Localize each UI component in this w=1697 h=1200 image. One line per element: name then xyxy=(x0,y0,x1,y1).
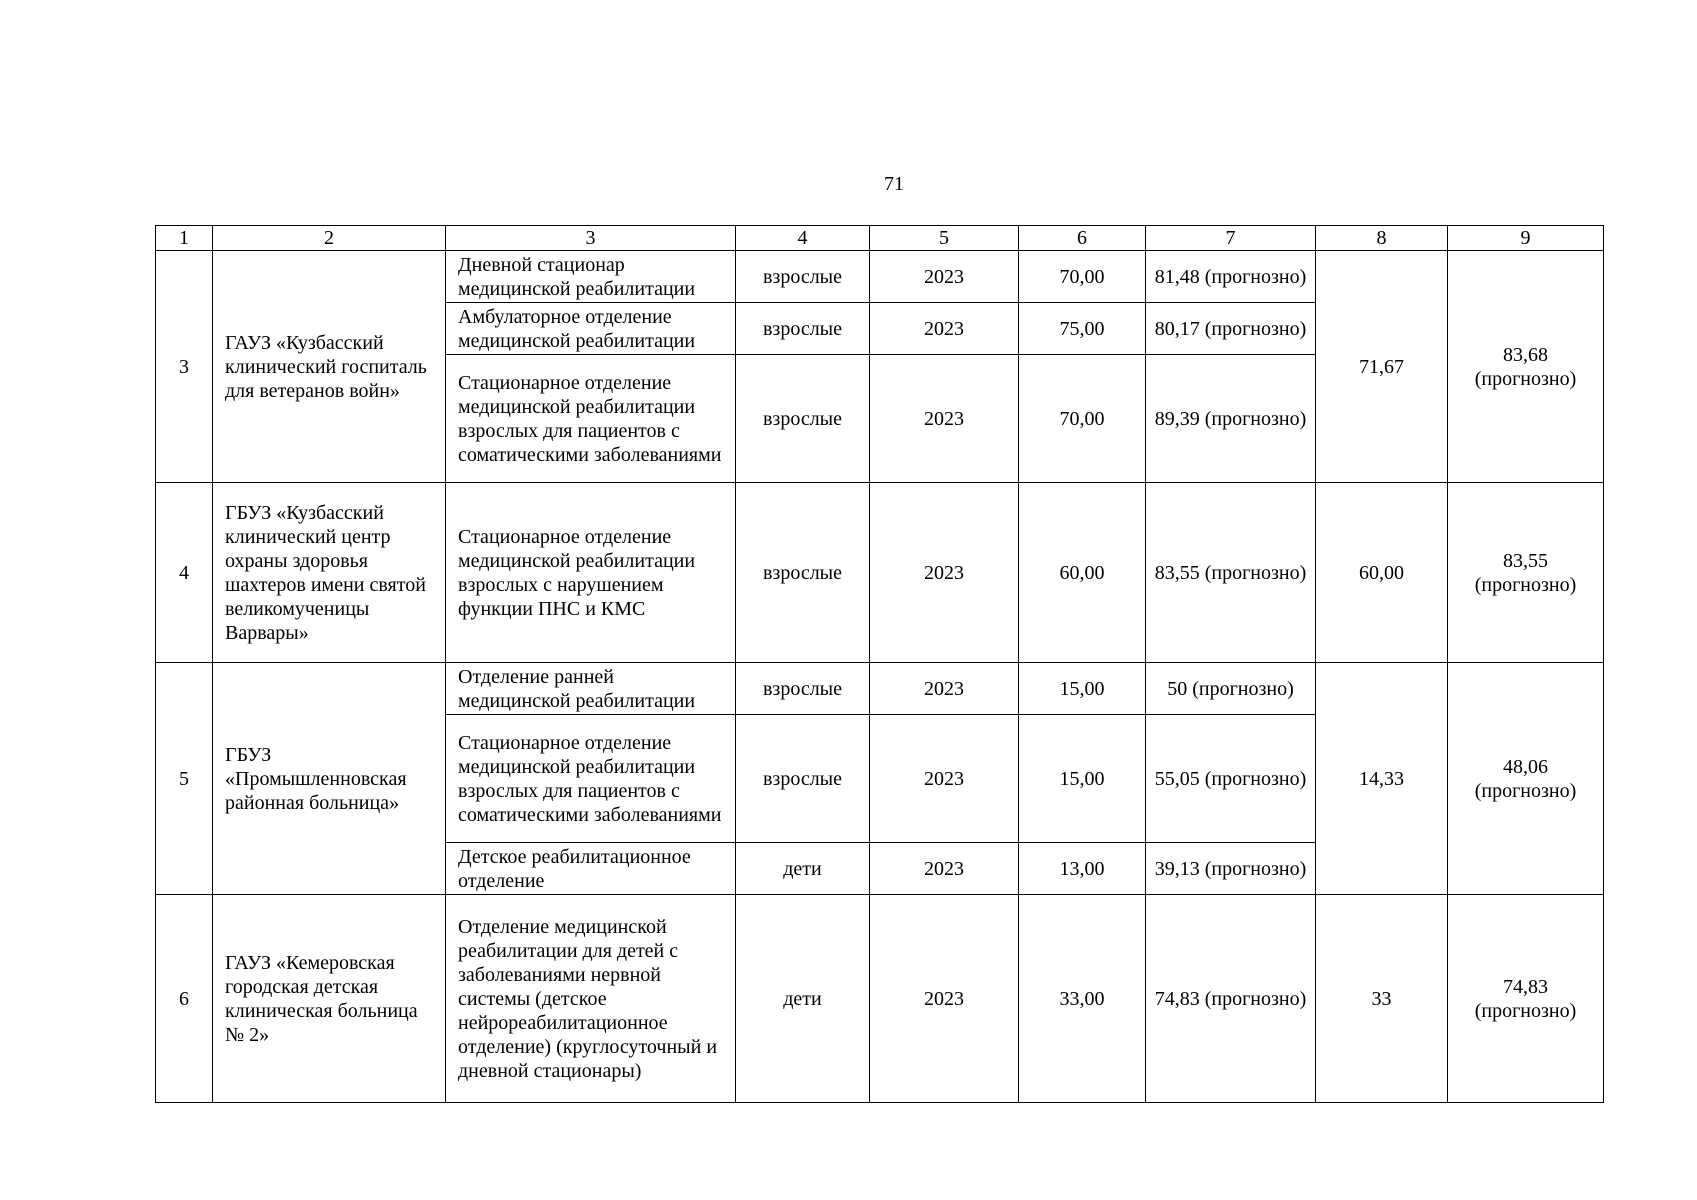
header-cell: 8 xyxy=(1316,226,1448,251)
category-cell: дети xyxy=(736,895,870,1103)
value6-cell: 70,00 xyxy=(1019,251,1146,303)
header-cell: 2 xyxy=(213,226,446,251)
category-cell: взрослые xyxy=(736,355,870,483)
year-cell: 2023 xyxy=(870,843,1019,895)
value6-cell: 13,00 xyxy=(1019,843,1146,895)
unit-name-cell: Стационарное отделение медицинской реабилитации взрослых для пациентов с соматическими заболеваниями xyxy=(446,355,736,483)
unit-name-cell: Отделение ранней медицинской реабилитации xyxy=(446,663,736,715)
header-cell: 1 xyxy=(156,226,213,251)
value9-cell: 83,55 (прогнозно) xyxy=(1448,483,1604,663)
category-cell: взрослые xyxy=(736,251,870,303)
value6-cell: 70,00 xyxy=(1019,355,1146,483)
page-number: 71 xyxy=(884,173,904,195)
category-cell: взрослые xyxy=(736,715,870,843)
year-cell: 2023 xyxy=(870,483,1019,663)
value8-cell: 71,67 xyxy=(1316,251,1448,483)
category-cell: взрослые xyxy=(736,303,870,355)
unit-name-cell: Стационарное отделение медицинской реабилитации взрослых для пациентов с соматическими заболеваниями xyxy=(446,715,736,843)
value6-cell: 15,00 xyxy=(1019,663,1146,715)
value7-cell: 55,05 (прогнозно) xyxy=(1146,715,1316,843)
organization-cell: ГАУЗ «Кузбасский клинический госпиталь для ветеранов войн» xyxy=(213,251,446,483)
unit-name-cell: Отделение медицинской реабилитации для детей с заболеваниями нервной системы (детское нейрореабилитационное отделение) (круглосуточный и дневной стационары) xyxy=(446,895,736,1103)
value9-cell: 48,06 (прогнозно) xyxy=(1448,663,1604,895)
data-table xyxy=(155,225,1604,1103)
unit-name-cell: Детское реабилитационное отделение xyxy=(446,843,736,895)
value8-cell: 14,33 xyxy=(1316,663,1448,895)
header-cell: 6 xyxy=(1019,226,1146,251)
table-row xyxy=(156,663,1604,715)
header-cell: 5 xyxy=(870,226,1019,251)
table-row xyxy=(156,483,1604,663)
value8-cell: 60,00 xyxy=(1316,483,1448,663)
header-cell: 7 xyxy=(1146,226,1316,251)
category-cell: взрослые xyxy=(736,483,870,663)
category-cell: дети xyxy=(736,843,870,895)
value6-cell: 15,00 xyxy=(1019,715,1146,843)
value7-cell: 80,17 (прогнозно) xyxy=(1146,303,1316,355)
header-cell: 4 xyxy=(736,226,870,251)
value7-cell: 50 (прогнозно) xyxy=(1146,663,1316,715)
year-cell: 2023 xyxy=(870,715,1019,843)
table-row xyxy=(156,251,1604,303)
unit-name-cell: Дневной стационар медицинской реабилитации xyxy=(446,251,736,303)
year-cell: 2023 xyxy=(870,663,1019,715)
value7-cell: 74,83 (прогнозно) xyxy=(1146,895,1316,1103)
organization-cell: ГБУЗ «Промышленновская районная больница» xyxy=(213,663,446,895)
value7-cell: 81,48 (прогнозно) xyxy=(1146,251,1316,303)
row-number-cell: 6 xyxy=(156,895,213,1103)
value7-cell: 89,39 (прогнозно) xyxy=(1146,355,1316,483)
header-cell: 3 xyxy=(446,226,736,251)
value6-cell: 60,00 xyxy=(1019,483,1146,663)
value6-cell: 33,00 xyxy=(1019,895,1146,1103)
organization-cell: ГАУЗ «Кемеровская городская детская клиническая больница № 2» xyxy=(213,895,446,1103)
year-cell: 2023 xyxy=(870,355,1019,483)
organization-cell: ГБУЗ «Кузбасский клинический центр охраны здоровья шахтеров имени святой великомученицы Варвары» xyxy=(213,483,446,663)
header-cell: 9 xyxy=(1448,226,1604,251)
value7-cell: 39,13 (прогнозно) xyxy=(1146,843,1316,895)
row-number-cell: 4 xyxy=(156,483,213,663)
header-row xyxy=(156,226,1604,251)
row-number-cell: 3 xyxy=(156,251,213,483)
value9-cell: 74,83 (прогнозно) xyxy=(1448,895,1604,1103)
year-cell: 2023 xyxy=(870,251,1019,303)
value8-cell: 33 xyxy=(1316,895,1448,1103)
value9-cell: 83,68 (прогнозно) xyxy=(1448,251,1604,483)
year-cell: 2023 xyxy=(870,895,1019,1103)
value6-cell: 75,00 xyxy=(1019,303,1146,355)
year-cell: 2023 xyxy=(870,303,1019,355)
unit-name-cell: Амбулаторное отделение медицинской реабилитации xyxy=(446,303,736,355)
category-cell: взрослые xyxy=(736,663,870,715)
table-row xyxy=(156,895,1604,1103)
row-number-cell: 5 xyxy=(156,663,213,895)
unit-name-cell: Стационарное отделение медицинской реабилитации взрослых с нарушением функции ПНС и КМС xyxy=(446,483,736,663)
value7-cell: 83,55 (прогнозно) xyxy=(1146,483,1316,663)
